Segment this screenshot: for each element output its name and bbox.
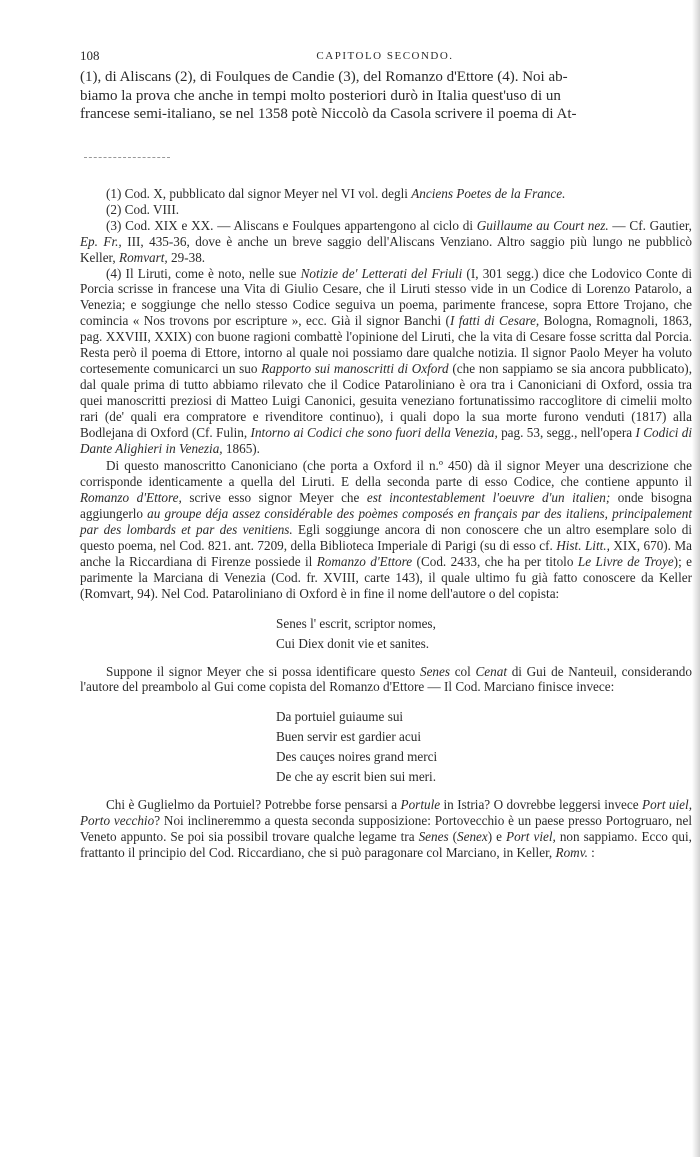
verse-line: Buen servir est gardier acui: [276, 729, 422, 745]
verse-line: Senes l' escrit, scriptor nomes,: [276, 615, 436, 631]
verse-quote-2: [80, 707, 692, 787]
running-head: CAPITOLO SECONDO.: [316, 50, 454, 62]
main-text-line: (1), di Aliscans (2), di Foulques de Candie (3), del Romanzo d'Ettore (4). Noi ab-: [80, 69, 568, 85]
footnote-4-paragraph-2: Di questo manoscritto Canoniciano (che porta a Oxford il n.º 450) dà il signor Meyer una descrizione che corrisponde identicamente a quella del Liruti. E della seconda parte di esso Codice, che contiene appunto il Romanzo d'Ettore, scrive esso signor Meyer che est incontestablement l'oeuvre d'un italien; onde bisogna aggiungerlo au groupe déja assez considérable des poèmes composés en français par des italiens, principalement par des lombards et par des venitiens. Egli soggiunge ancora di non conoscere che un altro esemplare solo di questo poema, nel Cod. 821. ant. 7209, della Biblioteca Imperiale di Parigi (su di esso cf. Hist. Litt., XIX, 670). Ma anche la Riccardiana di Firenze possiede il Romanzo d'Ettore (Cod. 2433, che ha per titolo Le Livre de Troye); e parimente la Marciana di Venezia (Cod. fr. XVIII, carte 143), il quale ultimo fu già fatto conoscere da Keller (Romvart, 94). Nel Cod. Pataroliniano di Oxford è in fine il nome dell'autore o del copista:: [80, 458, 693, 601]
footnote-3: (3) Cod. XIX e XX. — Aliscans e Foulques appartengono al ciclo di Guillaume au Court nez. — Cf. Gautier, Ep. Fr., III, 435-36, dove è anche un breve saggio dell'Aliscans Venziano. Altro saggio più lungo ne pubblicò Keller, Romvart, 29-38.: [80, 217, 693, 265]
footnote-4-paragraph-3: Suppone il signor Meyer che si possa identificare questo Senes col Cenat di Gui de Nanteuil, considerando l'autore del preambolo al Gui come copista del Romanzo d'Ettore — Il Cod. Marciano finisce invece:: [80, 663, 692, 695]
verse-line: De che ay escrit bien sui meri.: [276, 769, 437, 785]
verse-quote-1: [80, 614, 692, 654]
verse-line: Cui Diex donit vie et sanites.: [276, 635, 430, 651]
footnotes: [80, 186, 692, 861]
main-text-line: francese semi-italiano, se nel 1358 potè Niccolò da Casola scrivere il poema di At-: [80, 106, 577, 122]
footnote-4: (4) Il Liruti, come è noto, nelle sue Notizie de' Letterati del Friuli (I, 301 segg.) dice che Lodovico Conte di Porcia scrisse in francese una Vita di Giulio Cesare, che il Liruti stesso vide in un Codice di Lorenzo Patarolo, a Venezia; e soggiunge che nello stesso Codice seguiva un poema, parimente francese, sopra Ettore Trojano, che comincia « Nos trovons por escripture », ecc. Già il signor Banchi (I fatti di Cesare, Bologna, Romagnoli, 1863, pag. XXVIII, XXIX) con buone ragioni combattè l'opinione del Liruti, che la vita di Cesare fosse scritta dal Porcia. Resta però il poema di Ettore, intorno al quale noi possiamo dare qualche notizia. Il signor Paolo Meyer ha voluto cortesemente comunicarci un suo Rapporto sui manoscritti di Oxford (che non sappiamo se sia ancora pubblicato), dal quale prima di tutto abbiamo rilevato che il Codice Pataroliniano è ora tra i Canoniciani di Oxford, ossia tra quei manoscritti preziosi di Matteo Luigi Canonici, gesuita veneziano fortunatissimo raccoglitore di cimelii molto rari (de' quali era compratore e rivenditore continuo), i quali dopo la sua morte furono venduti (1817) alla Bodlejana di Oxford (Cf. Fulin, Intorno ai Codici che sono fuori della Venezia, pag. 53, segg., nell'opera I Codici di Dante Alighieri in Venezia, 1865).: [80, 265, 692, 456]
footnote-1: (1) Cod. X, pubblicato dal signor Meyer nel VI vol. degli Anciens Poetes de la France.: [106, 186, 566, 201]
footnote-separator: [84, 157, 170, 158]
main-text-line: biamo la prova che anche in tempi molto posteriori durò in Italia quest'uso di un: [80, 87, 561, 104]
footnote-2: (2) Cod. VIII.: [106, 201, 180, 217]
page-edge-shadow: [692, 0, 700, 1157]
verse-line: Des cauçes noires grand merci: [276, 749, 438, 765]
footnote-4-paragraph-4: Chi è Guglielmo da Portuiel? Potrebbe forse pensarsi a Portule in Istria? O dovrebbe leggersi invece Port uiel, Porto vecchio? Noi inclineremmo a questa seconda supposizione: Portovecchio è un paese presso Portogruaro, nel Veneto appunto. Se poi sia possibil trovare qualche legame tra Senes (Senex) e Port viel, non sappiamo. Ecco qui, frattanto il principio del Cod. Riccardiano, che si può paragonare col Marciano, in Keller, Romv. :: [80, 797, 692, 861]
page-header: [80, 48, 690, 68]
main-text: [80, 68, 692, 124]
verse-line: Da portuiel guiaume sui: [276, 709, 404, 725]
page-number: 108: [80, 48, 100, 63]
